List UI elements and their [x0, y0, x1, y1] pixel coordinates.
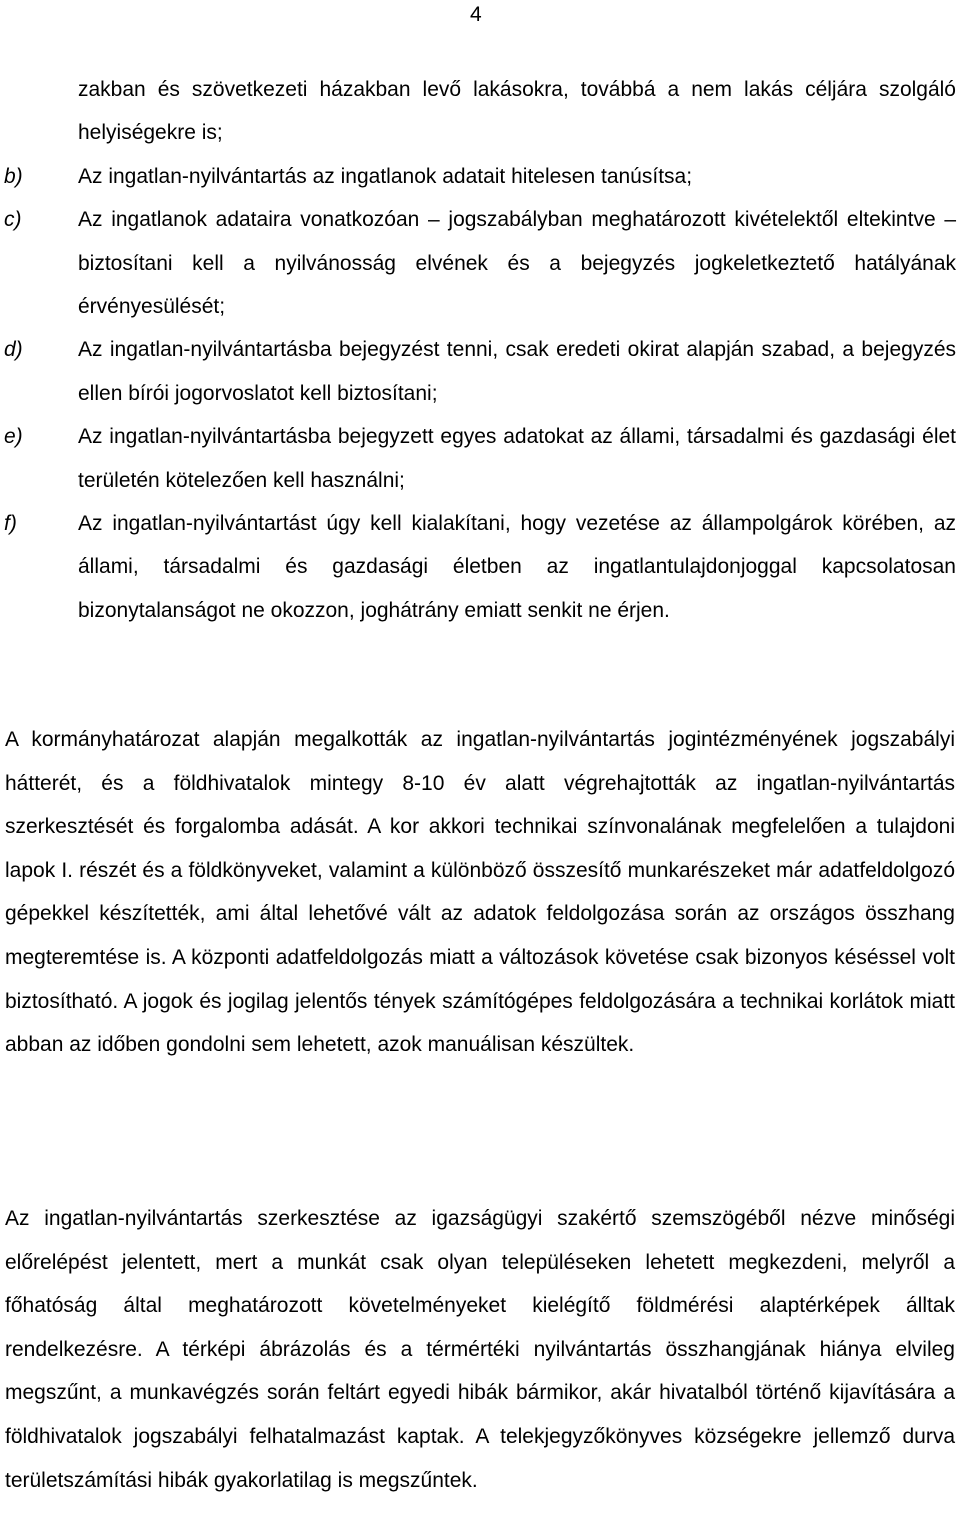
list-item-text: Az ingatlan-nyilvántartásba bejegyzést tenni, csak eredeti okirat alapján szabad, a bejegyzés ellen bírói jogorvoslatot kell biztosítani; [78, 338, 956, 405]
list-item [0, 198, 960, 328]
list-item-text: Az ingatlan-nyilvántartásba bejegyzett egyes adatokat az állami, társadalmi és gazdasági élet területén kötelezően kell használni; [78, 425, 956, 492]
list-item [0, 328, 960, 415]
list-item-text: Az ingatlanok adataira vonatkozóan – jogszabályban meghatározott kivételektől eltekintve – biztosítani kell a nyilvánosság elvének és a bejegyzés jogkeletkeztető hatályának érvényesülését; [78, 208, 956, 319]
requirements-list [0, 68, 960, 632]
list-item-text: Az ingatlan-nyilvántartást úgy kell kialakítani, hogy vezetése az állampolgárok körében, az állami, társadalmi és gazdasági életben az ingatlantulajdonjoggal kapcsolatosan bizonytalanságot ne okozzon, joghátrány emiatt senkit ne érjen. [78, 512, 956, 622]
list-item [0, 502, 960, 632]
list-item [0, 68, 960, 155]
body-paragraph: Az ingatlan-nyilvántartás szerkesztése az igazságügyi szakértő szemszögéből nézve minőségi előrelépést jelentett, mert a munkát csak olyan településeken lehetett megkezdeni, melyről a főhatóság által meghatározott követelményeket kielégítő földmérési alaptérképek álltak rendelkezésre. A térképi ábrázolás és a térmértéki nyilvántartás összhangjának hiánya elvileg megszűnt, a munkavégzés során feltárt egyedi hibák bármikor, akár hivatalból történő kijavítására a földhivatalok jogszabályi felhatalmazást kaptak. A telekjegyzőkönyves községekre jellemző durva területszámítási hibák gyakorlatilag is megszűntek. [5, 1207, 955, 1492]
list-item-marker: d) [4, 338, 23, 362]
list-item [0, 155, 960, 198]
list-item-marker: c) [4, 208, 22, 232]
list-item [0, 415, 960, 502]
list-item-text: Az ingatlan-nyilvántartás az ingatlanok adatait hitelesen tanúsítsa; [78, 164, 693, 188]
body-paragraph: A kormányhatározat alapján megalkották az ingatlan-nyilvántartás jogintézményének jogszabályi hátterét, és a földhivatalok mintegy 8-10 év alatt végrehajtották az ingatlan-nyilvántartás szerkesztését és forgalomba adását. A kor akkori technikai színvonalának megfelelően a tulajdoni lapok I. részét és a földkönyveket, valamint a különböző összesítő munkarészeket már adatfeldolgozó gépekkel készítették, ami által lehetővé vált az adatok feldolgozása során az országos összhang megteremtése is. A központi adatfeldolgozás miatt a változások követése csak bizonyos késéssel volt biztosítható. A jogok és jogilag jelentős tények számítógépes feldolgozására a technikai korlátok miatt abban az időben gondolni sem lehetett, azok manuálisan készültek. [5, 728, 955, 1057]
list-item-text: zakban és szövetkezeti házakban levő lakásokra, továbbá a nem lakás céljára szolgáló helyiségekre is; [78, 78, 956, 145]
list-item-marker: f) [4, 512, 17, 536]
list-item-marker: b) [4, 164, 23, 188]
page-number: 4 [470, 3, 482, 26]
list-item-marker: e) [4, 425, 23, 449]
